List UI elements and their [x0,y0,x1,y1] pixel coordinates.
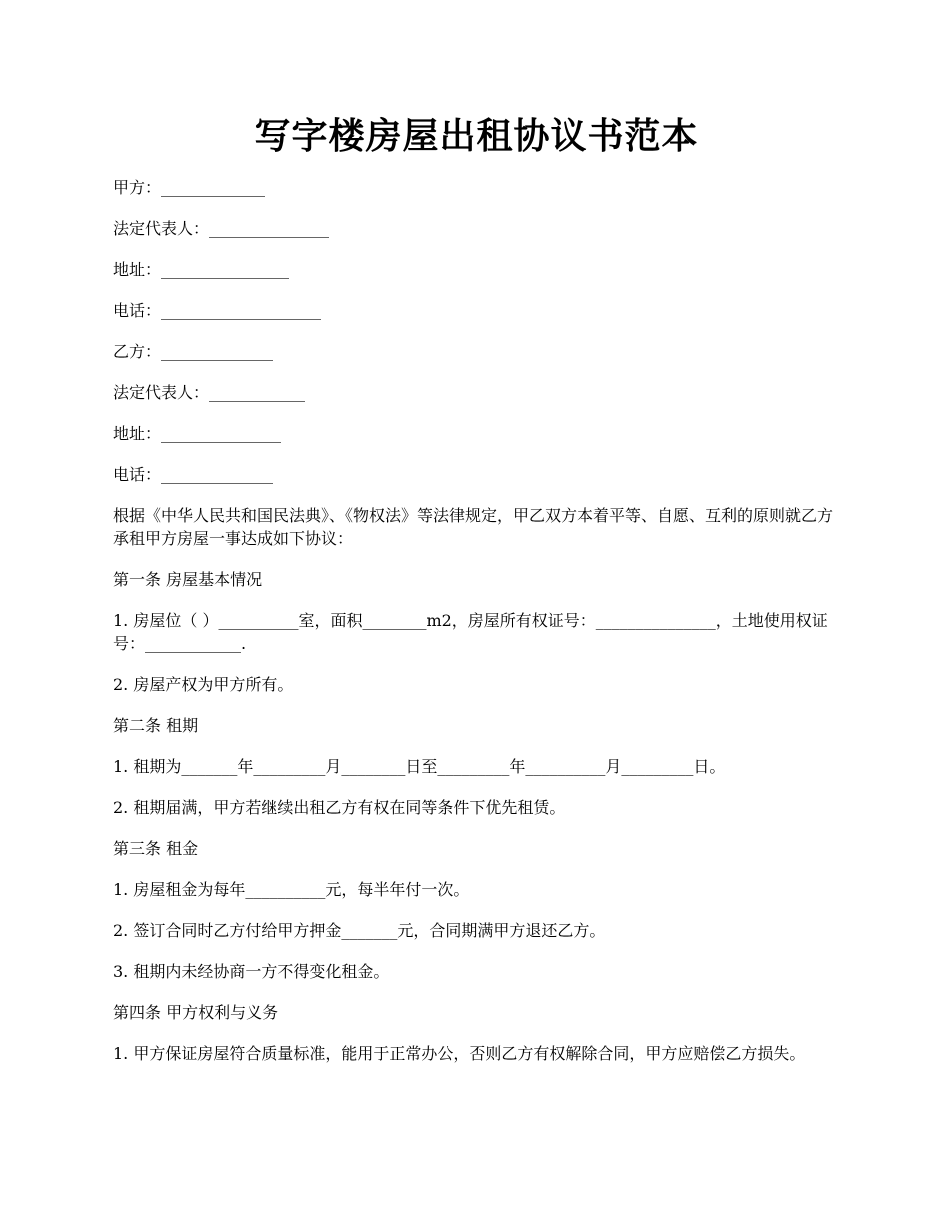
party-a-phone: 电话：____________________ [113,301,322,320]
article-1-item-1: 1. 房屋位（ ）__________室，面积________m2，房屋所有权证号：_______________，土地使用权证号：____________. [113,611,828,653]
article-4-item-1: 1. 甲方保证房屋符合质量标准，能用于正常办公，否则乙方有权解除合同，甲方应赔偿乙方损失。 [113,1044,806,1063]
article-3-heading: 第三条 租金 [113,839,199,858]
party-a-address: 地址：________________ [113,260,290,279]
party-b-address: 地址：_______________ [113,424,282,443]
article-3-item-2: 2. 签订合同时乙方付给甲方押金_______元，合同期满甲方退还乙方。 [113,921,606,940]
article-2-item-1: 1. 租期为_______年_________月________日至_________年__________月_________日。 [113,757,726,776]
article-3-item-3: 3. 租期内未经协商一方不得变化租金。 [113,962,390,981]
article-1-item-2: 2. 房屋产权为甲方所有。 [113,675,294,694]
party-b-representative: 法定代表人：____________ [113,383,306,402]
party-a-name: 甲方：_____________ [113,178,266,197]
document-title: 写字楼房屋出租协议书范本 [254,115,699,157]
party-b-name: 乙方：______________ [113,342,274,361]
article-2-heading: 第二条 租期 [113,716,199,735]
article-2-item-2: 2. 租期届满，甲方若继续出租乙方有权在同等条件下优先租赁。 [113,798,566,817]
party-b-phone: 电话：______________ [113,465,274,484]
article-1-heading: 第一条 房屋基本情况 [113,570,263,589]
preamble-paragraph: 根据《中华人民共和国民法典》、《物权法》等法律规定，甲乙双方本着平等、自愿、互利的原则就乙方承租甲方房屋一事达成如下协议： [113,506,834,548]
article-3-item-1: 1. 房屋租金为每年__________元，每半年付一次。 [113,880,470,899]
party-a-representative: 法定代表人：_______________ [113,219,330,238]
article-4-heading: 第四条 甲方权利与义务 [113,1003,279,1022]
document-page [113,110,840,1083]
